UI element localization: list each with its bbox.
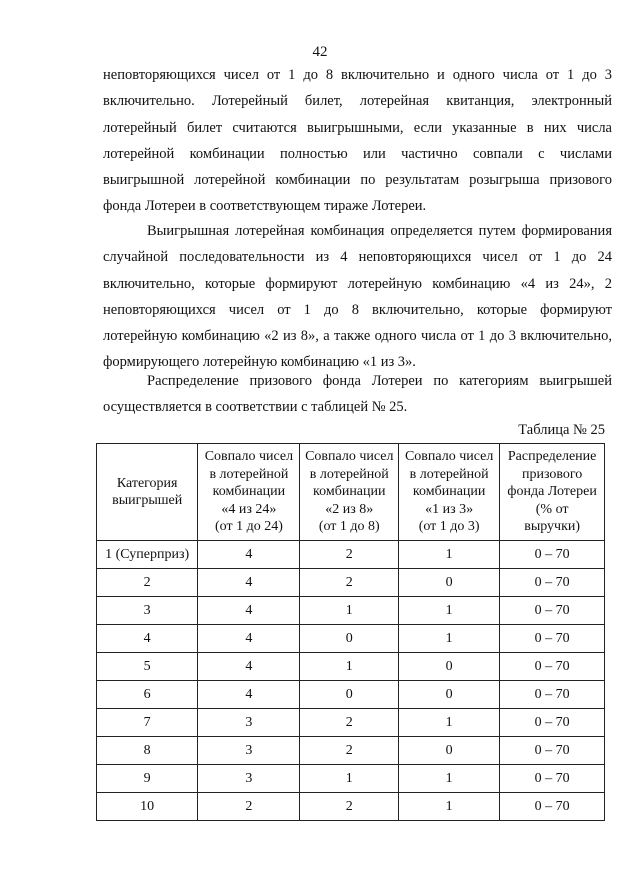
cell-1-of-3: 0	[399, 653, 500, 681]
cell-category: 6	[97, 681, 198, 709]
cell-category: 3	[97, 597, 198, 625]
cell-4-of-24: 4	[198, 541, 300, 569]
cell-1-of-3: 0	[399, 681, 500, 709]
table-row	[97, 681, 605, 709]
header-1-of-3: Совпало чисел в лотерейной комбинации «1 из 3» (от 1 до 3)	[399, 444, 500, 541]
paragraph-1: неповторяющихся чисел от 1 до 8 включительно и одного числа от 1 до 3 включительно. Лотерейный билет, лотерейная квитанция, электронный лотерейный билет считаются выигрышными, если указанные в них числа лотерейной комбинации полностью или частично совпали с числами выигрышной лотерейной комбинации по результатам розыгрыша призового фонда Лотереи в соответствующем тираже Лотереи.	[103, 67, 612, 215]
cell-2-of-8: 2	[300, 709, 399, 737]
table-row	[97, 709, 605, 737]
cell-distribution: 0 – 70	[500, 653, 605, 681]
table-row	[97, 765, 605, 793]
cell-2-of-8: 2	[300, 541, 399, 569]
cell-4-of-24: 4	[198, 569, 300, 597]
table-header-row	[97, 444, 605, 541]
cell-1-of-3: 1	[399, 541, 500, 569]
cell-distribution: 0 – 70	[500, 709, 605, 737]
header-2-of-8: Совпало чисел в лотерейной комбинации «2 из 8» (от 1 до 8)	[300, 444, 399, 541]
cell-distribution: 0 – 70	[500, 625, 605, 653]
cell-distribution: 0 – 70	[500, 793, 605, 821]
cell-4-of-24: 3	[198, 765, 300, 793]
cell-distribution: 0 – 70	[500, 737, 605, 765]
cell-category: 8	[97, 737, 198, 765]
cell-1-of-3: 0	[399, 737, 500, 765]
cell-category: 1 (Суперприз)	[97, 541, 198, 569]
cell-2-of-8: 2	[300, 569, 399, 597]
cell-2-of-8: 2	[300, 737, 399, 765]
table-row	[97, 597, 605, 625]
paragraph-2: Выигрышная лотерейная комбинация определяется путем формирования случайной последовательности из 4 неповторяющихся чисел от 1 до 24 включительно, которые формируют лотерейную комбинацию «4 из 24», 2 неповторяющихся чисел от 1 до 8 включительно, которые формируют лотерейную комбинацию «2 из 8», а также одного числа от 1 до 3 включительно, формирующего лотерейную комбинацию «1 из 3».	[103, 223, 612, 371]
cell-category: 9	[97, 765, 198, 793]
cell-distribution: 0 – 70	[500, 569, 605, 597]
table-row	[97, 653, 605, 681]
paragraph-3: Распределение призового фонда Лотереи по категориям выигрышей осуществляется в соответствии с таблицей № 25.	[103, 373, 612, 416]
table-row	[97, 737, 605, 765]
cell-category: 7	[97, 709, 198, 737]
cell-category: 2	[97, 569, 198, 597]
cell-1-of-3: 0	[399, 569, 500, 597]
cell-distribution: 0 – 70	[500, 681, 605, 709]
cell-1-of-3: 1	[399, 709, 500, 737]
cell-2-of-8: 0	[300, 681, 399, 709]
table-caption: Таблица № 25	[518, 422, 605, 438]
page-number: 42	[312, 44, 328, 60]
cell-4-of-24: 3	[198, 737, 300, 765]
cell-1-of-3: 1	[399, 625, 500, 653]
cell-2-of-8: 1	[300, 597, 399, 625]
table-row	[97, 569, 605, 597]
cell-4-of-24: 4	[198, 625, 300, 653]
cell-2-of-8: 0	[300, 625, 399, 653]
cell-2-of-8: 1	[300, 653, 399, 681]
header-distribution: Распределение призового фонда Лотереи (% от выручки)	[500, 444, 605, 541]
cell-1-of-3: 1	[399, 793, 500, 821]
cell-2-of-8: 2	[300, 793, 399, 821]
cell-4-of-24: 3	[198, 709, 300, 737]
table-row	[97, 541, 605, 569]
cell-distribution: 0 – 70	[500, 541, 605, 569]
cell-category: 4	[97, 625, 198, 653]
cell-4-of-24: 4	[198, 681, 300, 709]
prize-distribution-table	[96, 443, 605, 821]
cell-1-of-3: 1	[399, 597, 500, 625]
cell-category: 5	[97, 653, 198, 681]
cell-4-of-24: 4	[198, 653, 300, 681]
cell-distribution: 0 – 70	[500, 765, 605, 793]
cell-1-of-3: 1	[399, 765, 500, 793]
table-row	[97, 625, 605, 653]
cell-4-of-24: 4	[198, 597, 300, 625]
cell-2-of-8: 1	[300, 765, 399, 793]
header-category: Категория выигрышей	[97, 444, 198, 541]
cell-distribution: 0 – 70	[500, 597, 605, 625]
header-4-of-24: Совпало чисел в лотерейной комбинации «4 из 24» (от 1 до 24)	[198, 444, 300, 541]
table-row	[97, 793, 605, 821]
cell-category: 10	[97, 793, 198, 821]
cell-4-of-24: 2	[198, 793, 300, 821]
